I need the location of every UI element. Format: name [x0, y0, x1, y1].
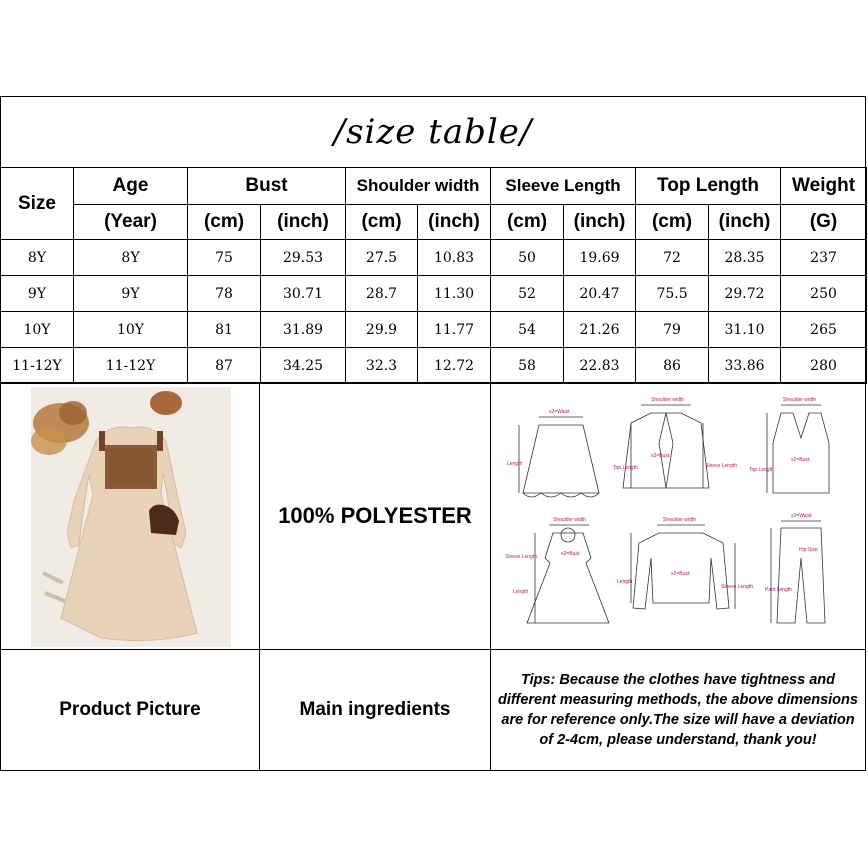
cell-bust-inch: 31.89 — [261, 312, 346, 348]
diagram-vest-top-length: Top Length — [749, 467, 774, 473]
unit-top-cm: (cm) — [636, 205, 709, 240]
diagram-dress-length: Length — [513, 589, 529, 595]
cell-top-inch: 29.72 — [709, 276, 781, 312]
cell-age: 9Y — [74, 276, 188, 312]
diagram-jacket-bust: x2=Bust — [651, 453, 670, 459]
cell-bust-inch: 34.25 — [261, 348, 346, 384]
diagram-pants-waist: x2=Waist — [791, 513, 812, 519]
header-weight: Weight — [781, 168, 867, 205]
cell-sleeve-cm: 50 — [491, 240, 564, 276]
diagram-jacket-top-length: Top Length — [613, 465, 638, 471]
diagram-dress-sleeve-length: Sleeve Length — [505, 554, 537, 560]
diagram-top-bust: x2=Bust — [671, 571, 690, 577]
header-age: Age — [74, 168, 188, 205]
diagram-vest-shoulder: Shoulder width — [783, 397, 817, 403]
table-row — [1, 348, 867, 384]
unit-shoulder-inch: (inch) — [418, 205, 491, 240]
cell-weight: 280 — [781, 348, 867, 384]
cell-sleeve-inch: 22.83 — [564, 348, 636, 384]
cell-shoulder-cm: 28.7 — [346, 276, 418, 312]
product-picture-label: Product Picture — [59, 699, 201, 720]
material-cell — [259, 382, 491, 650]
header-size: Size — [1, 168, 74, 240]
cell-top-cm: 75.5 — [636, 276, 709, 312]
unit-bust-cm: (cm) — [188, 205, 261, 240]
main-ingredients-label-cell — [259, 649, 491, 771]
cell-sleeve-inch: 20.47 — [564, 276, 636, 312]
unit-weight-g: (G) — [781, 205, 867, 240]
cell-bust-inch: 29.53 — [261, 240, 346, 276]
diagram-pants-length: Pant Length — [765, 587, 792, 593]
cell-size: 9Y — [1, 276, 74, 312]
product-photo — [1, 383, 259, 649]
tips-cell — [490, 649, 866, 771]
cell-weight: 250 — [781, 276, 867, 312]
diagram-dress-shoulder: Shoulder width — [553, 517, 587, 523]
cell-size: 8Y — [1, 240, 74, 276]
unit-sleeve-cm: (cm) — [491, 205, 564, 240]
main-ingredients-label: Main ingredients — [299, 699, 451, 720]
diagram-skirt-length: Length — [507, 461, 523, 467]
cell-bust-cm: 87 — [188, 348, 261, 384]
product-picture-label-cell — [0, 649, 260, 771]
table-row — [1, 312, 867, 348]
size-table — [0, 167, 867, 384]
diagram-pants-hip: Hip Size — [799, 547, 818, 553]
product-picture-cell — [0, 382, 260, 650]
size-table-title — [0, 96, 866, 167]
cell-shoulder-cm: 32.3 — [346, 348, 418, 384]
cell-age: 11-12Y — [74, 348, 188, 384]
cell-shoulder-inch: 12.72 — [418, 348, 491, 384]
header-sleeve-length: Sleeve Length — [491, 168, 636, 205]
cell-sleeve-cm: 52 — [491, 276, 564, 312]
diagram-vest-bust: x2=Bust — [791, 457, 810, 463]
unit-bust-inch: (inch) — [261, 205, 346, 240]
cell-sleeve-cm: 58 — [491, 348, 564, 384]
cell-size: 10Y — [1, 312, 74, 348]
cell-shoulder-inch: 11.30 — [418, 276, 491, 312]
cell-size: 11-12Y — [1, 348, 74, 384]
cell-sleeve-cm: 54 — [491, 312, 564, 348]
table-row — [1, 240, 867, 276]
measurement-diagram-cell — [490, 382, 866, 650]
cell-age: 8Y — [74, 240, 188, 276]
bottom-grid — [0, 382, 866, 771]
unit-year: (Year) — [74, 205, 188, 240]
cell-top-inch: 33.86 — [709, 348, 781, 384]
diagram-top-shoulder: Shoulder width — [663, 517, 697, 523]
cell-weight: 265 — [781, 312, 867, 348]
unit-sleeve-inch: (inch) — [564, 205, 636, 240]
cell-top-inch: 28.35 — [709, 240, 781, 276]
cell-bust-inch: 30.71 — [261, 276, 346, 312]
diagram-skirt-waist: x2=Waist — [549, 409, 570, 415]
unit-top-inch: (inch) — [709, 205, 781, 240]
unit-shoulder-cm: (cm) — [346, 205, 418, 240]
diagram-dress-bust: x2=Bust — [561, 551, 580, 557]
cell-sleeve-inch: 21.26 — [564, 312, 636, 348]
title-text: /size table/ — [333, 111, 533, 152]
cell-shoulder-cm: 27.5 — [346, 240, 418, 276]
cell-bust-cm: 75 — [188, 240, 261, 276]
cell-shoulder-inch: 11.77 — [418, 312, 491, 348]
table-row — [1, 276, 867, 312]
header-shoulder-width: Shoulder width — [346, 168, 491, 205]
cell-bust-cm: 78 — [188, 276, 261, 312]
material-text: 100% POLYESTER — [278, 503, 472, 528]
cell-top-inch: 31.10 — [709, 312, 781, 348]
diagram-jacket-sleeve-length: Sleeve Length — [705, 463, 737, 469]
cell-top-cm: 79 — [636, 312, 709, 348]
tips-text: Tips: Because the clothes have tightness and different measuring methods, the above dimensions are for reference only.The size will have a deviation of 2-4cm, please understand, thank you! — [498, 672, 858, 748]
diagram-top-length: Length — [617, 579, 633, 585]
cell-top-cm: 72 — [636, 240, 709, 276]
cell-bust-cm: 81 — [188, 312, 261, 348]
diagram-top-sleeve-length: Sleeve Length — [721, 584, 753, 590]
cell-age: 10Y — [74, 312, 188, 348]
cell-shoulder-cm: 29.9 — [346, 312, 418, 348]
diagram-jacket-shoulder: Shoulder width — [651, 397, 685, 403]
cell-weight: 237 — [781, 240, 867, 276]
cell-top-cm: 86 — [636, 348, 709, 384]
cell-shoulder-inch: 10.83 — [418, 240, 491, 276]
cell-sleeve-inch: 19.69 — [564, 240, 636, 276]
header-top-length: Top Length — [636, 168, 781, 205]
measurement-diagrams — [491, 383, 865, 649]
header-bust: Bust — [188, 168, 346, 205]
